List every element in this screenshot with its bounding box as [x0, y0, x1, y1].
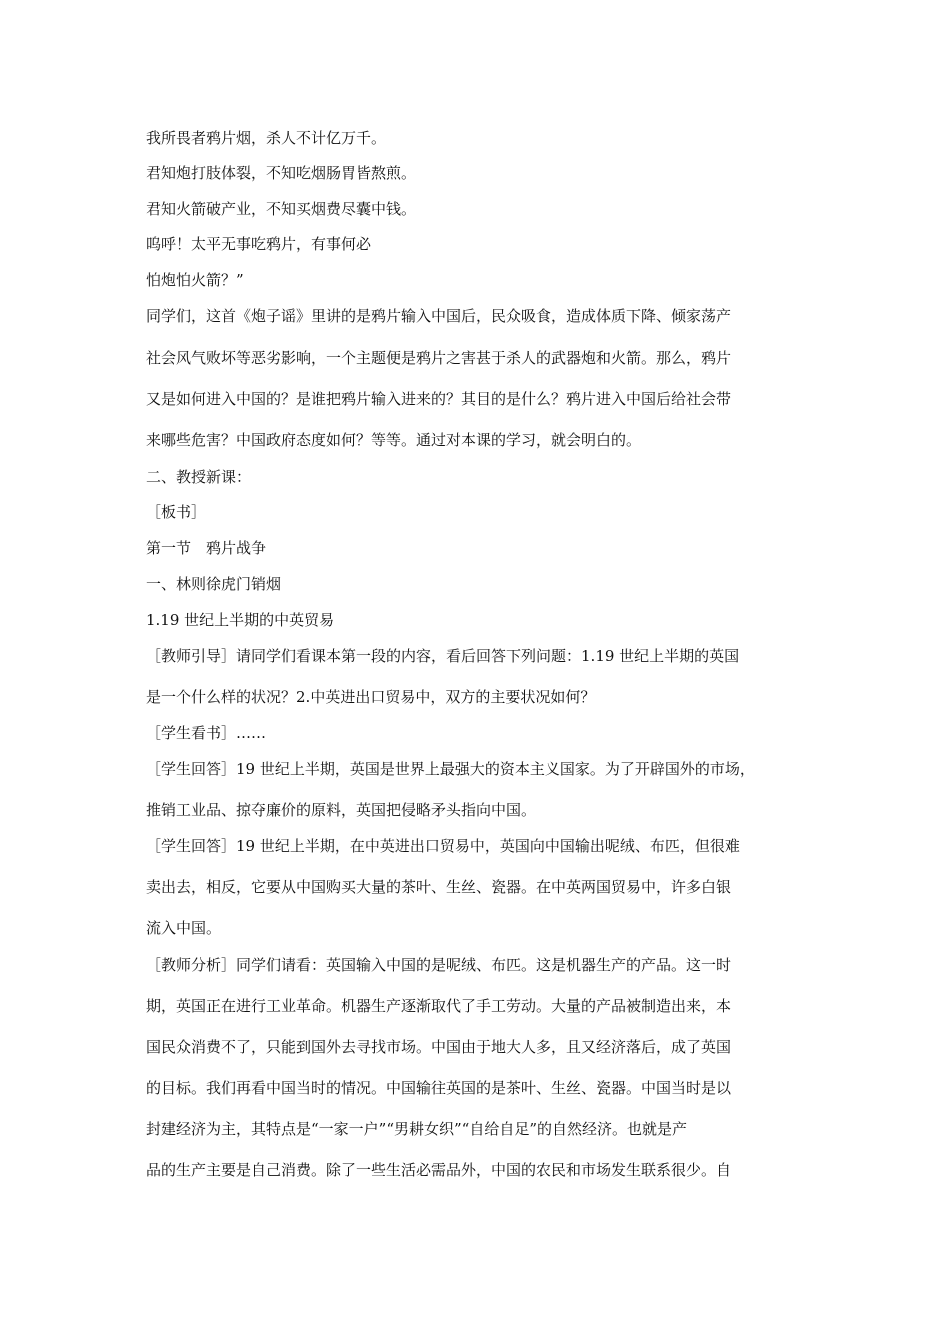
- paragraph-line: 又是如何进入中国的？是谁把鸦片输入进来的？其目的是什么？鸦片进入中国后给社会带: [146, 390, 732, 408]
- paragraph-line: ［学生回答］19 世纪上半期，在中英进出口贸易中，英国向中国输出呢绒、布匹，但很难: [146, 837, 740, 855]
- paragraph-line: 国民众消费不了，只能到国外去寻找市场。中国由于地大人多，且又经济落后，成了英国: [146, 1038, 732, 1056]
- paragraph-line: 期，英国正在进行工业革命。机器生产逐渐取代了手工劳动。大量的产品被制造出来，本: [146, 997, 732, 1015]
- lesson-title: 第一节 鸦片战争: [146, 539, 267, 557]
- text-line: 君知炮打肢体裂，不知吃烟肠胃皆熬煎。: [146, 164, 417, 182]
- paragraph-line: ［学生回答］19 世纪上半期，英国是世界上最强大的资本主义国家。为了开辟国外的市场，: [146, 760, 755, 778]
- text-line: 呜呼！太平无事吃鸦片，有事何必: [146, 235, 372, 253]
- section-heading: 二、教授新课：: [146, 468, 252, 486]
- text-line: 我所畏者鸦片烟，杀人不计亿万千。: [146, 129, 387, 147]
- subheading: 一、林则徐虎门销烟: [146, 575, 282, 593]
- paragraph-line: 流入中国。: [146, 919, 222, 937]
- board-label: ［板书］: [146, 503, 207, 521]
- paragraph-line: 是一个什么样的状况？2.中英进出口贸易中，双方的主要状况如何？: [146, 688, 596, 706]
- paragraph-line: 的目标。我们再看中国当时的情况。中国输往英国的是茶叶、生丝、瓷器。中国当时是以: [146, 1079, 732, 1097]
- paragraph-line: 封建经济为主，其特点是“一家一户”“男耕女织”“自给自足”的自然经济。也就是产: [146, 1120, 688, 1138]
- paragraph-line: 卖出去，相反，它要从中国购买大量的茶叶、生丝、瓷器。在中英两国贸易中，许多白银: [146, 878, 732, 896]
- paragraph-line: 来哪些危害？中国政府态度如何？等等。通过对本课的学习，就会明白的。: [146, 431, 642, 449]
- paragraph-line: 推销工业品、掠夺廉价的原料，英国把侵略矛头指向中国。: [146, 801, 537, 819]
- paragraph-line: ［学生看书］……: [146, 724, 267, 742]
- paragraph-line: 品的生产主要是自己消费。除了一些生活必需品外，中国的农民和市场发生联系很少。自: [146, 1161, 732, 1179]
- paragraph-line: 同学们，这首《炮子谣》里讲的是鸦片输入中国后，民众吸食，造成体质下降、倾家荡产: [146, 307, 732, 325]
- text-line: 君知火箭破产业，不知买烟费尽囊中钱。: [146, 200, 417, 218]
- paragraph-line: ［教师引导］请同学们看课本第一段的内容，看后回答下列问题：1.19 世纪上半期的英国: [146, 647, 740, 665]
- text-line: 怕炮怕火箭？”: [146, 271, 244, 289]
- paragraph-line: ［教师分析］同学们请看：英国输入中国的是呢绒、布匹。这是机器生产的产品。这一时: [146, 956, 732, 974]
- subheading: 1.19 世纪上半期的中英贸易: [146, 611, 335, 629]
- paragraph-line: 社会风气败坏等恶劣影响，一个主题便是鸦片之害甚于杀人的武器炮和火箭。那么，鸦片: [146, 349, 732, 367]
